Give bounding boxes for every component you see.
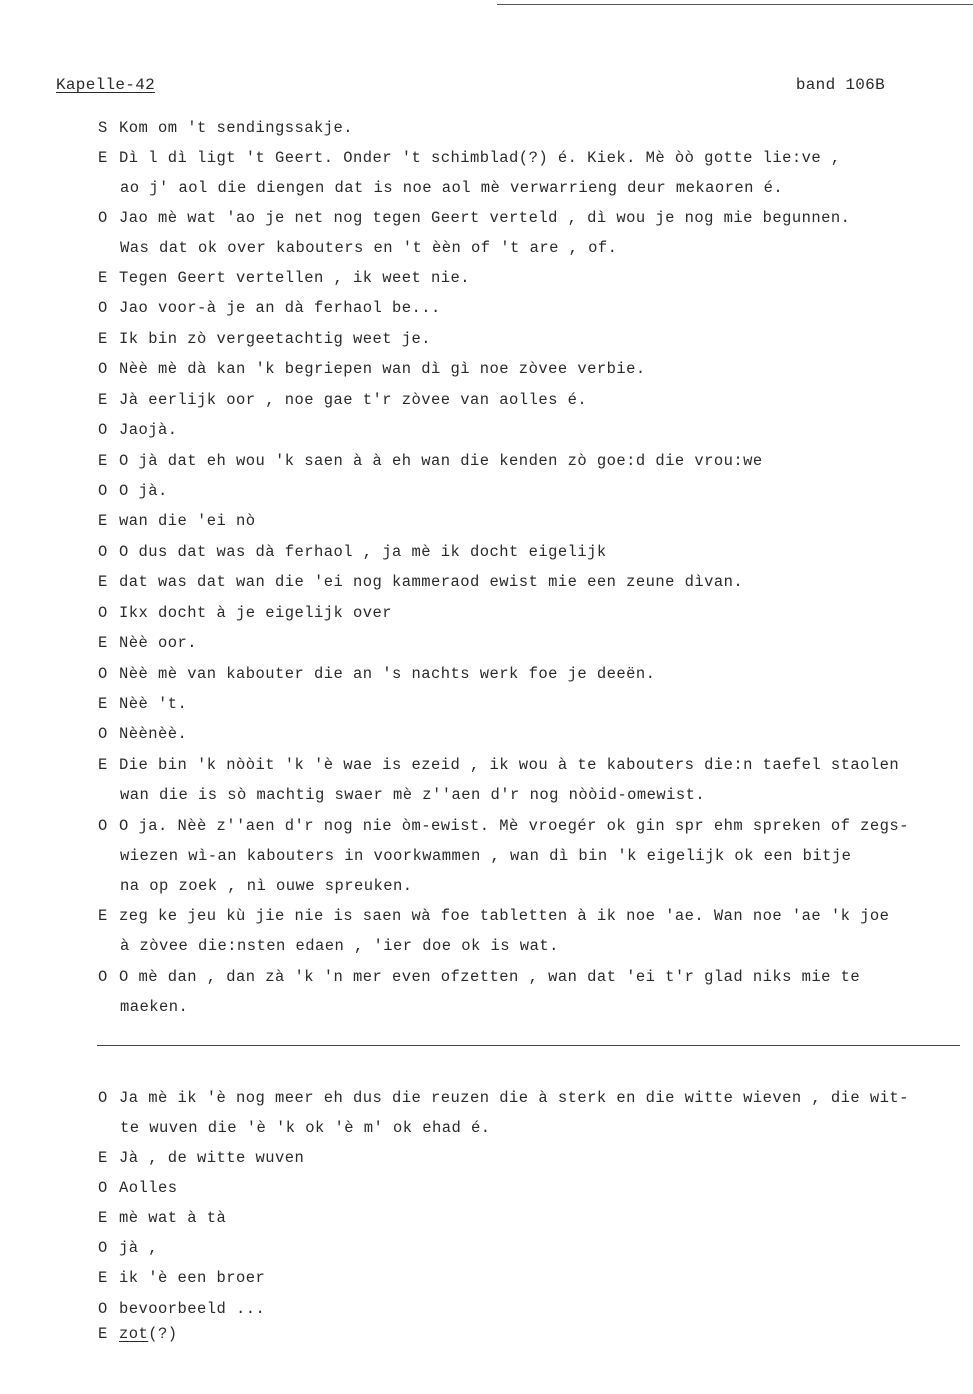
transcript-line bbox=[98, 542, 607, 562]
speaker-label: O bbox=[98, 968, 108, 986]
transcript-line bbox=[120, 785, 705, 805]
speaker-label: E bbox=[98, 1269, 108, 1287]
transcript-line bbox=[98, 1178, 178, 1198]
transcript-line bbox=[98, 1208, 226, 1228]
transcript-line bbox=[98, 816, 909, 836]
speaker-label: E bbox=[98, 634, 108, 652]
speaker-label: O bbox=[98, 209, 108, 227]
utterance-text: Jao mè wat 'ao je net nog tegen Geert verteld , dì wou je nog mie begunnen. bbox=[119, 209, 851, 227]
speaker-label: E bbox=[98, 269, 108, 287]
utterance-text: zeg ke jeu kù jie nie is saen wà foe tabletten à ik noe 'ae. Wan noe 'ae 'k joe bbox=[119, 907, 890, 925]
utterance-text: à zòvee die:nsten edaen , 'ier doe ok is wat. bbox=[120, 937, 559, 955]
utterance-text: maeken. bbox=[120, 998, 189, 1016]
transcript-line bbox=[98, 268, 470, 288]
speaker-label: E bbox=[98, 907, 108, 925]
utterance-text: te wuven die 'è 'k ok 'è m' ok ehad é. bbox=[120, 1119, 491, 1137]
speaker-label: O bbox=[98, 299, 108, 317]
speaker-label: E bbox=[98, 1325, 108, 1343]
utterance-text: zot bbox=[119, 1325, 149, 1343]
utterance-text: Jà , de witte wuven bbox=[119, 1149, 305, 1167]
speaker-label: E bbox=[98, 391, 108, 409]
speaker-label: O bbox=[98, 817, 108, 835]
utterance-text: Aolles bbox=[119, 1179, 178, 1197]
transcript-line bbox=[120, 876, 413, 896]
transcript-line bbox=[98, 724, 187, 744]
transcript-line bbox=[98, 298, 441, 318]
transcript-line bbox=[98, 390, 587, 410]
utterance-text: mè wat à tà bbox=[119, 1209, 227, 1227]
transcript-line bbox=[98, 451, 763, 471]
transcript-line bbox=[120, 178, 783, 198]
utterance-text: Jaojà. bbox=[119, 421, 178, 439]
utterance-text: Ikx docht à je eigelijk over bbox=[119, 604, 393, 622]
speaker-label: O bbox=[98, 665, 108, 683]
utterance-text: jà , bbox=[119, 1239, 159, 1257]
transcript-line bbox=[120, 936, 559, 956]
transcript-line bbox=[98, 1148, 304, 1168]
transcript-line bbox=[98, 148, 841, 168]
transcript-line bbox=[98, 633, 197, 653]
transcript-line bbox=[98, 664, 655, 684]
speaker-label: O bbox=[98, 421, 108, 439]
speaker-label: E bbox=[98, 756, 108, 774]
transcript-line bbox=[98, 118, 353, 138]
utterance-text: Dì l dì ligt 't Geert. Onder 't schimblad(?) é. Kiek. Mè òò gotte lie:ve , bbox=[119, 149, 841, 167]
transcript-line bbox=[98, 603, 392, 623]
transcript-line bbox=[120, 238, 617, 258]
utterance-text: Nèènèè. bbox=[119, 725, 188, 743]
transcript-line bbox=[98, 511, 256, 531]
transcript-line bbox=[120, 846, 851, 866]
utterance-text: O jà. bbox=[119, 482, 168, 500]
transcript-line bbox=[120, 1118, 491, 1138]
transcript-line bbox=[98, 208, 850, 228]
transcript-line bbox=[98, 906, 889, 926]
speaker-label: O bbox=[98, 1300, 108, 1318]
uncertain-mark: (?) bbox=[148, 1325, 178, 1343]
utterance-text: ao j' aol die diengen dat is noe aol mè verwarrieng deur mekaoren é. bbox=[120, 179, 784, 197]
transcript-line bbox=[98, 1238, 158, 1258]
utterance-text: Die bin 'k nòòit 'k 'è wae is ezeid , ik wou à te kabouters die:n taefel staolen bbox=[119, 756, 900, 774]
speaker-label: O bbox=[98, 1089, 108, 1107]
tape-label: band 106B bbox=[795, 76, 885, 94]
section-divider bbox=[97, 1045, 960, 1046]
utterance-text: Jao voor-à je an dà ferhaol be... bbox=[119, 299, 441, 317]
transcript-line bbox=[98, 329, 431, 349]
transcript-line bbox=[98, 359, 646, 379]
utterance-text: O mè dan , dan zà 'k 'n mer even ofzetten , wan dat 'ei t'r glad niks mie te bbox=[119, 968, 861, 986]
utterance-text: wan die 'ei nò bbox=[119, 512, 256, 530]
utterance-text: wiezen wì-an kabouters in voorkwammen , wan dì bin 'k eigelijk ok een bitje bbox=[120, 847, 852, 865]
utterance-text: bevoorbeeld ... bbox=[119, 1300, 266, 1318]
transcript-line bbox=[98, 1299, 265, 1319]
utterance-text: Kom om 't sendingssakje. bbox=[119, 119, 354, 137]
transcript-line bbox=[98, 572, 743, 592]
speaker-label: E bbox=[98, 1149, 108, 1167]
transcript-line bbox=[98, 694, 187, 714]
speaker-label: E bbox=[98, 149, 108, 167]
transcript-line bbox=[98, 755, 899, 775]
speaker-label: E bbox=[98, 695, 108, 713]
utterance-text: Was dat ok over kabouters en 't èèn of 't are , of. bbox=[120, 239, 618, 257]
utterance-text: dat was dat wan die 'ei nog kammeraod ewist mie een zeune dìvan. bbox=[119, 573, 744, 591]
utterance-text: Nèè mè dà kan 'k begriepen wan dì gì noe zòvee verbie. bbox=[119, 360, 646, 378]
utterance-text: wan die is sò machtig swaer mè z''aen d'r nog nòòid-omewist. bbox=[120, 786, 706, 804]
transcript-line bbox=[120, 997, 188, 1017]
utterance-text: na op zoek , nì ouwe spreuken. bbox=[120, 877, 413, 895]
utterance-text: ik 'è een broer bbox=[119, 1269, 266, 1287]
utterance-text: O dus dat was dà ferhaol , ja mè ik docht eigelijk bbox=[119, 543, 607, 561]
speaker-label: E bbox=[98, 452, 108, 470]
utterance-text: O jà dat eh wou 'k saen à à eh wan die kenden zò goe:d die vrou:we bbox=[119, 452, 763, 470]
speaker-label: O bbox=[98, 1239, 108, 1257]
transcript-line bbox=[98, 1268, 265, 1288]
speaker-label: E bbox=[98, 573, 108, 591]
transcript-line bbox=[98, 1088, 909, 1108]
speaker-label: O bbox=[98, 360, 108, 378]
speaker-label: O bbox=[98, 482, 108, 500]
transcript-line bbox=[98, 481, 168, 501]
utterance-text: Nèè mè van kabouter die an 's nachts werk foe je deeën. bbox=[119, 665, 656, 683]
utterance-text: Ik bin zò vergeetachtig weet je. bbox=[119, 330, 432, 348]
utterance-text: Nèè 't. bbox=[119, 695, 188, 713]
transcript-line bbox=[98, 967, 860, 987]
transcript-line bbox=[98, 1324, 178, 1344]
speaker-label: O bbox=[98, 1179, 108, 1197]
speaker-label: O bbox=[98, 725, 108, 743]
speaker-label: E bbox=[98, 330, 108, 348]
speaker-label: E bbox=[98, 1209, 108, 1227]
utterance-text: Tegen Geert vertellen , ik weet nie. bbox=[119, 269, 471, 287]
speaker-label: E bbox=[98, 512, 108, 530]
utterance-text: Jà eerlijk oor , noe gae t'r zòvee van aolles é. bbox=[119, 391, 588, 409]
utterance-text: Nèè oor. bbox=[119, 634, 198, 652]
speaker-label: O bbox=[98, 543, 108, 561]
speaker-label: S bbox=[98, 119, 108, 137]
transcript-line bbox=[98, 420, 178, 440]
speaker-label: O bbox=[98, 604, 108, 622]
top-border-line bbox=[497, 4, 973, 5]
utterance-text: O ja. Nèè z''aen d'r nog nie òm-ewist. Mè vroegér ok gin spr ehm spreken of zegs- bbox=[119, 817, 909, 835]
document-id: Kapelle-42 bbox=[56, 76, 156, 94]
utterance-text: Ja mè ik 'è nog meer eh dus die reuzen die à sterk en die witte wieven , die wit- bbox=[119, 1089, 909, 1107]
